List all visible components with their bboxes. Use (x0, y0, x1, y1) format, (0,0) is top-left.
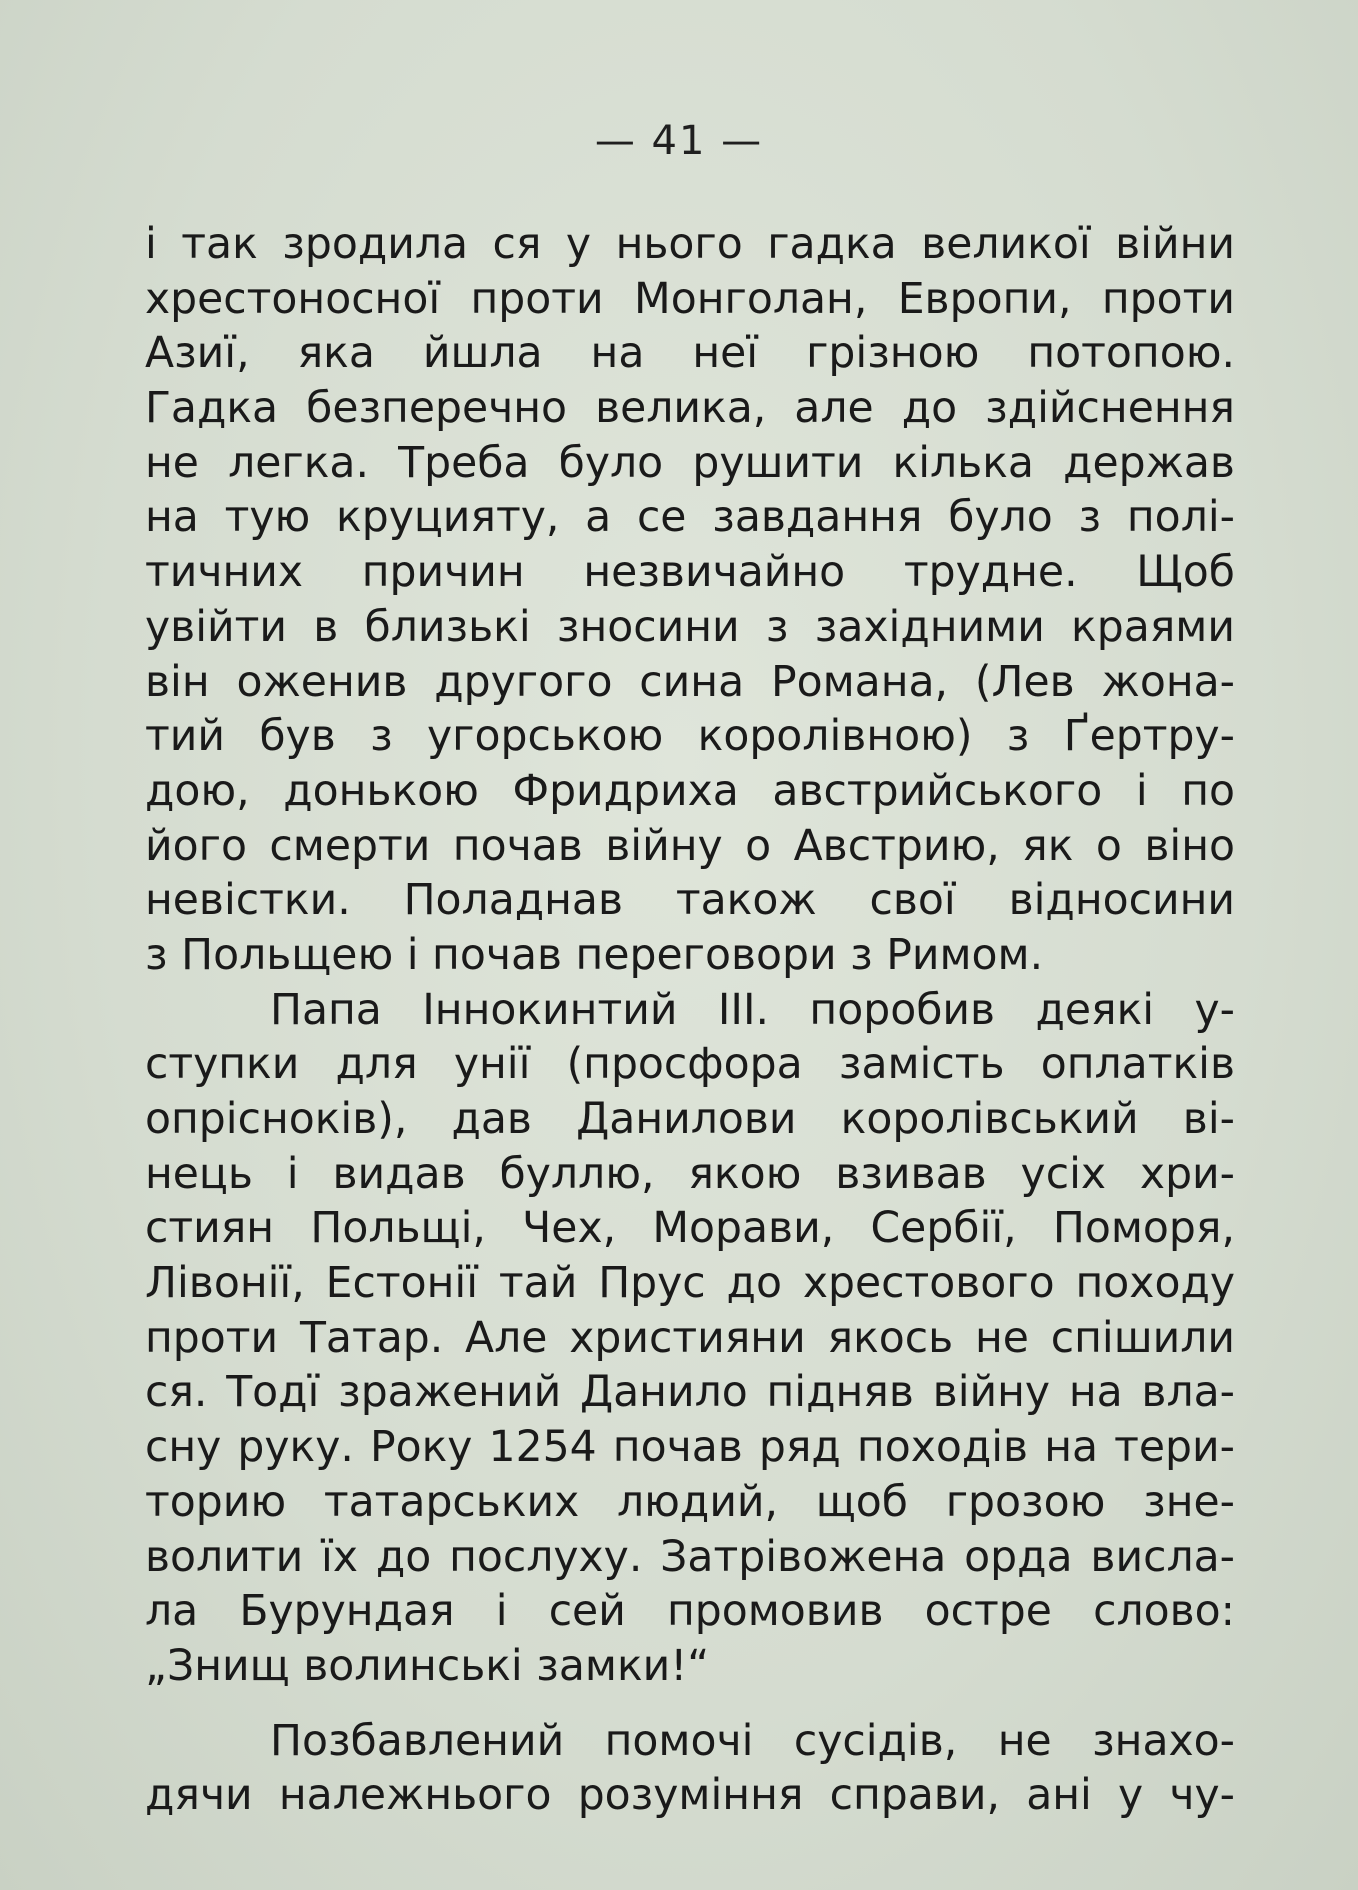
text-line: не легка. Треба було рушити кілька держав (145, 438, 1235, 488)
text-line: Гадка безперечно велика, але до здійснення (145, 384, 1235, 434)
text-line: дою, донькою Фридриха австрийського і по (145, 766, 1235, 816)
text-line: ся. Тодї зражений Данило підняв війну на вла- (145, 1368, 1235, 1418)
text-line: Папа Іннокинтий III. поробив деякі у- (270, 985, 1235, 1035)
text-line: Азиї, яка йшла на неї грізною потопою. (145, 329, 1235, 379)
text-line: він оженив другого сина Романа, (Лев жона- (145, 657, 1235, 707)
paragraph-1 (145, 218, 1235, 984)
text-line: на тую круцияту, а се завдання було з полі- (145, 493, 1235, 543)
page-number: — 41 — (594, 118, 764, 164)
paragraph-2 (145, 984, 1235, 1695)
text-line: його смерти почав війну о Австрию, як о віно (145, 821, 1235, 871)
text-line: Лівонії, Естонії тай Прус до хрестового походу (145, 1259, 1235, 1309)
text-line: невістки. Поладнав також свої відносини (145, 876, 1235, 926)
text-line: увійти в близькі зносини з західними краями (145, 602, 1235, 652)
text-line: опрісноків), дав Данилови королівський ві- (145, 1095, 1235, 1144)
text-line: хрестоносної проти Монголан, Европи, проти (145, 274, 1235, 324)
text-line: волити їх до послуху. Затрівожена орда висла- (145, 1532, 1235, 1582)
text-line: і так зродила ся у нього гадка великої війни (145, 220, 1235, 269)
text-line: проти Татар. Але християни якось не спішили (145, 1313, 1235, 1363)
text-line: ла Бурундая і сей промовив остре слово: (145, 1587, 1235, 1637)
paragraph-gap (145, 1695, 1235, 1715)
text-line: сну руку. Року 1254 почав ряд походів на тери- (145, 1423, 1235, 1473)
text-line: „Знищ волинські замки!“ (145, 1641, 710, 1691)
text-line: тичних причин незвичайно трудне. Щоб (145, 548, 1235, 598)
text-line: тий був з угорською королівною) з Ґертру- (145, 712, 1235, 762)
text-line: ступки для унії (просфора замість оплатків (145, 1040, 1235, 1090)
text-line: Позбавлений помочі сусідів, не знахо- (270, 1716, 1235, 1766)
text-line: торию татарських людий, щоб грозою зне- (145, 1477, 1235, 1527)
body-text (145, 218, 1235, 1824)
text-line: дячи належнього розуміння справи, ані у чу- (145, 1771, 1235, 1821)
text-line: стиян Польщі, Чех, Морави, Сербії, Поморя, (145, 1204, 1235, 1254)
text-line: з Польщею і почав переговори з Римом. (145, 930, 1044, 980)
text-line: нець і видав буллю, якою взивав усіх хри- (145, 1149, 1235, 1199)
paragraph-3 (145, 1715, 1235, 1824)
